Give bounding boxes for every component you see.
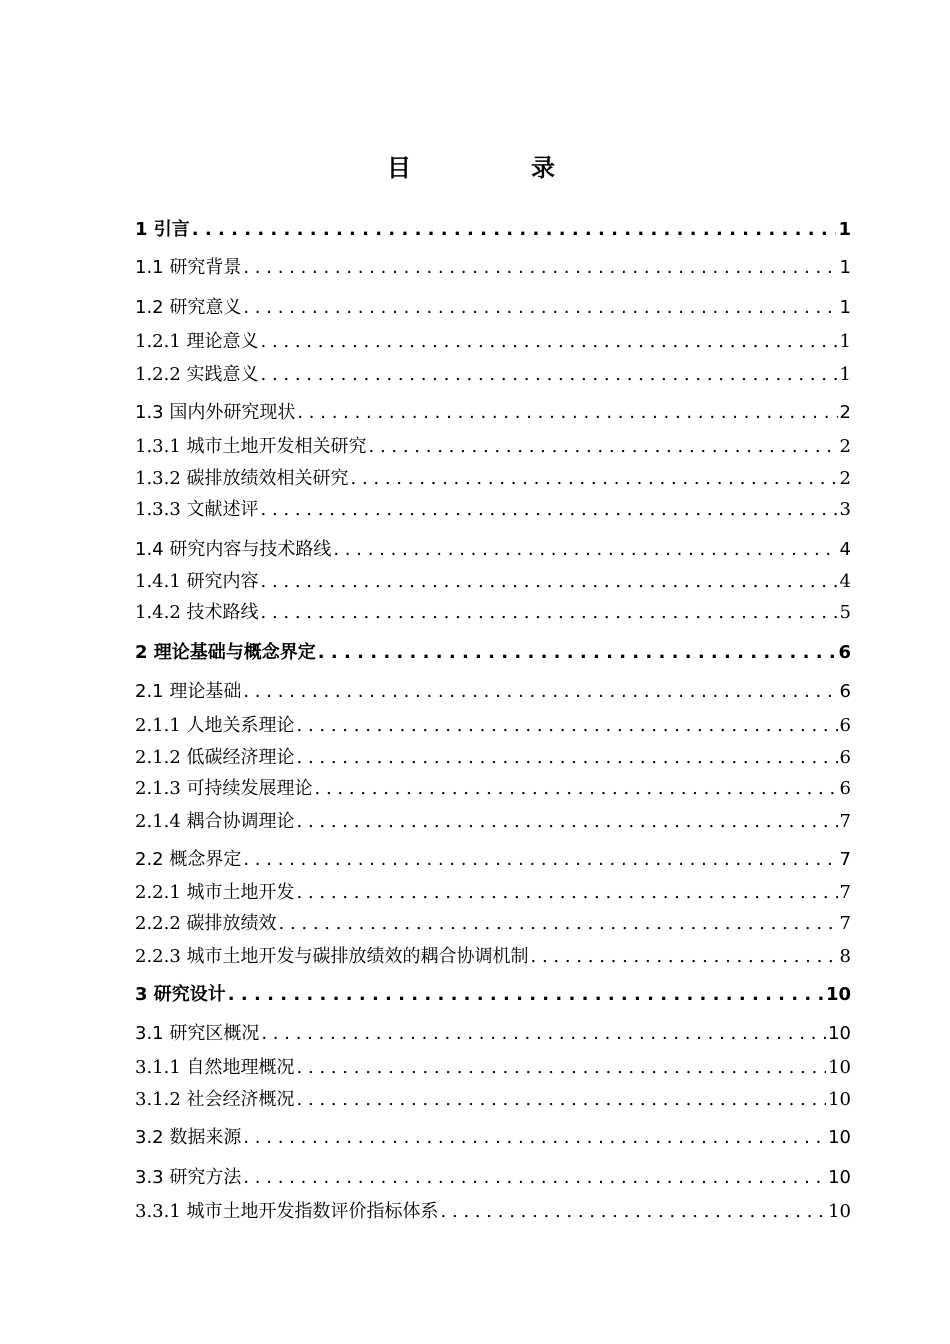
toc-entry-page-number: 2: [839, 468, 851, 489]
toc-entry[interactable]: [135, 569, 851, 595]
toc-entry[interactable]: [135, 1125, 851, 1151]
toc-entry[interactable]: [135, 434, 851, 460]
toc-entry-title: 3.1 研究区概况: [135, 1023, 260, 1044]
toc-entry-page-number: 1: [839, 331, 851, 352]
toc-dot-leader: [243, 295, 837, 321]
toc-entry-title: 2 理论基础与概念界定: [135, 642, 316, 663]
toc-entry-title: 2.1.2 低碳经济理论: [135, 747, 295, 768]
toc-entry-page-number: 7: [839, 849, 851, 870]
toc-dot-leader: [297, 713, 838, 739]
toc-entry[interactable]: [135, 911, 851, 937]
toc-entry-page-number: 1: [839, 257, 851, 278]
toc-entry-title: 1.2.2 实践意义: [135, 364, 259, 385]
toc-entry[interactable]: [135, 880, 851, 906]
toc-dot-leader: [531, 944, 838, 970]
toc-entry-page-number: 10: [825, 984, 851, 1005]
page-title: 目 录: [387, 154, 603, 182]
toc-dot-leader: [297, 400, 837, 426]
toc-dot-leader: [243, 1125, 826, 1151]
toc-entry-page-number: 3: [839, 499, 851, 520]
toc-entry[interactable]: [135, 1021, 851, 1047]
toc-dot-leader: [261, 1021, 826, 1047]
toc-entry-title: 1.2.1 理论意义: [135, 331, 259, 352]
toc-entry-page-number: 10: [828, 1023, 851, 1044]
toc-entry[interactable]: [135, 679, 851, 705]
toc-entry[interactable]: [135, 295, 851, 321]
toc-dot-leader: [441, 1199, 827, 1225]
toc-entry[interactable]: [135, 1199, 851, 1225]
toc-entry-title: 1.4.1 研究内容: [135, 571, 259, 592]
toc-entry-page-number: 10: [828, 1127, 851, 1148]
toc-entry-title: 1.3.2 碳排放绩效相关研究: [135, 468, 349, 489]
toc-entry-title: 3 研究设计: [135, 984, 226, 1005]
toc-entry-page-number: 7: [839, 913, 851, 934]
toc-entry-title: 2.1.1 人地关系理论: [135, 715, 295, 736]
toc-entry[interactable]: [135, 1055, 851, 1081]
toc-entry-page-number: 5: [839, 602, 851, 623]
toc-entry-page-number: 1: [838, 219, 851, 240]
toc-entry-page-number: 6: [839, 778, 851, 799]
toc-entry[interactable]: [135, 255, 851, 281]
toc-dot-leader: [351, 466, 838, 492]
toc-entry-page-number: 6: [839, 747, 851, 768]
toc-dot-leader: [318, 640, 837, 666]
toc-entry-title: 1.4 研究内容与技术路线: [135, 539, 332, 560]
toc-entry-page-number: 4: [839, 571, 851, 592]
toc-entry-title: 1.4.2 技术路线: [135, 602, 259, 623]
toc-entry-title: 1.3.1 城市土地开发相关研究: [135, 436, 367, 457]
toc-entry-title: 2.1.3 可持续发展理论: [135, 778, 313, 799]
toc-entry-page-number: 7: [839, 882, 851, 903]
toc-entry[interactable]: [135, 713, 851, 739]
toc-entry-page-number: 1: [839, 364, 851, 385]
toc-entry[interactable]: [135, 809, 851, 835]
toc-dot-leader: [297, 1087, 827, 1113]
toc-entry-title: 2.2 概念界定: [135, 849, 242, 870]
toc-entry[interactable]: [135, 537, 851, 563]
toc-dot-leader: [297, 880, 838, 906]
toc-entry-title: 1.3 国内外研究现状: [135, 402, 296, 423]
toc-entry-title: 1 引言: [135, 219, 190, 240]
toc-dot-leader: [261, 569, 838, 595]
toc-dot-leader: [192, 217, 837, 243]
toc-entry[interactable]: [135, 1087, 851, 1113]
toc-dot-leader: [297, 1055, 827, 1081]
toc-entry[interactable]: [135, 400, 851, 426]
toc-entry-page-number: 10: [828, 1167, 851, 1188]
toc-dot-leader: [228, 982, 824, 1008]
toc-entry-page-number: 2: [839, 402, 851, 423]
toc-entry-page-number: 10: [828, 1057, 851, 1078]
toc-entry-title: 3.1.2 社会经济概况: [135, 1089, 295, 1110]
toc-entry-title: 2.2.3 城市土地开发与碳排放绩效的耦合协调机制: [135, 946, 529, 967]
toc-entry[interactable]: [135, 745, 851, 771]
toc-entry-page-number: 6: [838, 642, 851, 663]
toc-dot-leader: [243, 847, 837, 873]
toc-entry-title: 3.3.1 城市土地开发指数评价指标体系: [135, 1201, 439, 1222]
toc-dot-leader: [261, 329, 838, 355]
toc-entry-title: 3.2 数据来源: [135, 1127, 242, 1148]
toc-entry-page-number: 4: [839, 539, 851, 560]
toc-entry-title: 3.3 研究方法: [135, 1167, 242, 1188]
toc-entry-page-number: 10: [828, 1089, 851, 1110]
toc-entry-title: 1.2 研究意义: [135, 297, 242, 318]
toc-entry-page-number: 6: [839, 681, 851, 702]
toc-entry[interactable]: [135, 217, 851, 243]
toc-dot-leader: [261, 362, 838, 388]
toc-entry-title: 3.1.1 自然地理概况: [135, 1057, 295, 1078]
toc-entry-page-number: 1: [839, 297, 851, 318]
toc-dot-leader: [261, 600, 838, 626]
toc-entry-title: 1.3.3 文献述评: [135, 499, 259, 520]
toc-entry[interactable]: [135, 640, 851, 666]
toc-entry[interactable]: [135, 982, 851, 1008]
toc-entry[interactable]: [135, 329, 851, 355]
toc-dot-leader: [243, 679, 837, 705]
toc-entry[interactable]: [135, 1165, 851, 1191]
toc-entry-page-number: 10: [828, 1201, 851, 1222]
toc-entry[interactable]: [135, 600, 851, 626]
toc-entry[interactable]: [135, 497, 851, 523]
toc-dot-leader: [243, 1165, 826, 1191]
toc-dot-leader: [297, 809, 838, 835]
toc-entry-title: 2.2.2 碳排放绩效: [135, 913, 277, 934]
toc-entry-title: 1.1 研究背景: [135, 257, 242, 278]
toc-entry-title: 2.1.4 耦合协调理论: [135, 811, 295, 832]
toc-entry[interactable]: [135, 362, 851, 388]
toc-entry-page-number: 6: [839, 715, 851, 736]
toc-dot-leader: [315, 776, 838, 802]
toc-entry[interactable]: [135, 776, 851, 802]
toc-entry-title: 2.2.1 城市土地开发: [135, 882, 295, 903]
toc-dot-leader: [279, 911, 838, 937]
toc-entry-title: 2.1 理论基础: [135, 681, 242, 702]
toc-entry[interactable]: [135, 847, 851, 873]
toc-dot-leader: [261, 497, 838, 523]
toc-dot-leader: [369, 434, 838, 460]
toc-entry-page-number: 7: [839, 811, 851, 832]
toc-dot-leader: [297, 745, 838, 771]
toc-entry-page-number: 2: [839, 436, 851, 457]
toc-dot-leader: [243, 255, 837, 281]
toc-entry[interactable]: [135, 466, 851, 492]
toc-dot-leader: [333, 537, 837, 563]
toc-entry[interactable]: [135, 944, 851, 970]
toc-entry-page-number: 8: [839, 946, 851, 967]
